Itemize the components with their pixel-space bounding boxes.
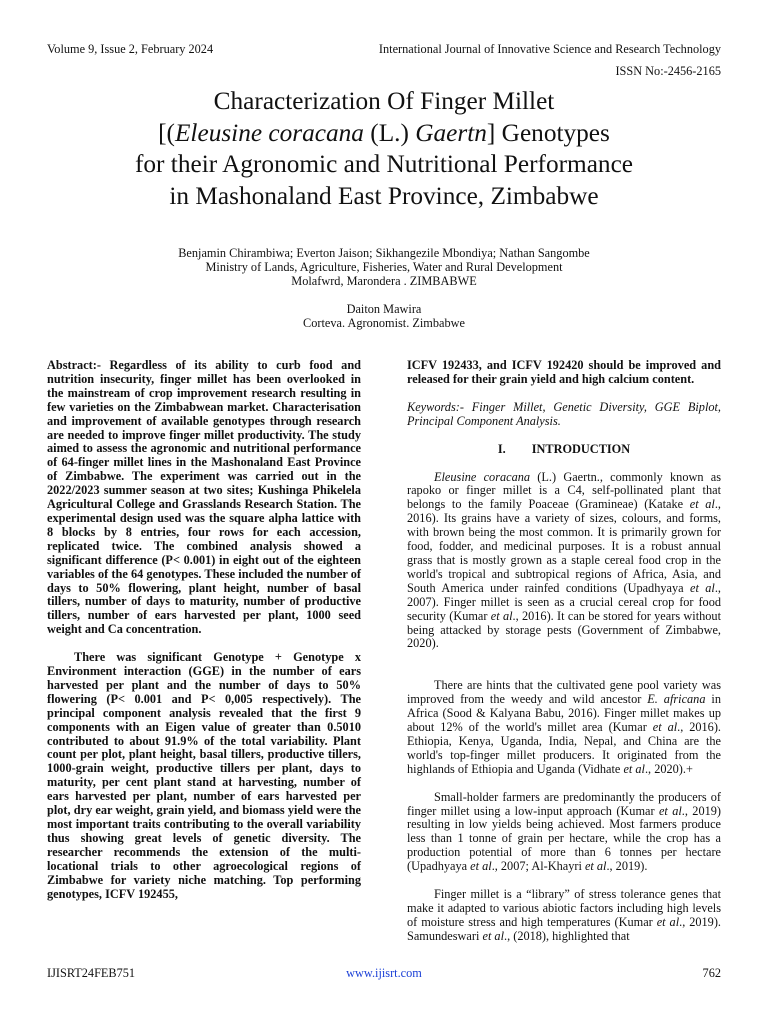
title-line-4: in Mashonaland East Province, Zimbabwe xyxy=(169,181,599,210)
author-names: Benjamin Chirambiwa; Everton Jaison; Sikhangezile Mbondiya; Nathan Sangombe xyxy=(178,246,590,260)
intro-paragraph-4: Finger millet is a “library” of stress tolerance genes that make it adapted to various abiotic factors including high levels of moisture stress and high temperatures (Kumar et al., 2019). Samundeswari et al., (2018), highlighted that xyxy=(407,887,721,943)
title-line-3: for their Agronomic and Nutritional Performance xyxy=(134,150,634,178)
author-location: Molafwrd, Marondera . ZIMBABWE xyxy=(291,273,477,288)
author-affiliation: Ministry of Lands, Agriculture, Fisheries, Water and Rural Development xyxy=(205,259,563,274)
second-author-name: Daiton Mawira xyxy=(346,302,422,316)
author-block xyxy=(40,247,728,289)
journal-issn: ISSN No:-2456-2165 xyxy=(615,64,721,78)
abstract-paragraph-3: ICFV 192433, and ICFV 192420 should be improved and released for their grain yield and high calcium content. xyxy=(407,358,721,386)
title-line-2: [(Eleusine coracana (L.) Gaertn] Genotypes xyxy=(158,118,610,147)
paper-title xyxy=(40,86,728,212)
second-author-block xyxy=(40,303,728,331)
abstract-paragraph-2: There was significant Genotype + Genotype x Environment interaction (GGE) in the number of ears harvested per plant and the number of days to 50% flowering (P< 0.001 and P< 0,005 respectively). The principal component analysis revealed that the first 9 components with an Eigen value of greater than 0.5010 contributed to about 91.9% of the total variability. Plant count per plot, plant height, basal tillers, productive tillers, 1000-grain weight, productive tillers per plant, days to maturity, per cent plant stand at harvesting, number of ears harvested per plant, number of ears harvested per plot, dry ear weight, grain yield, and biomass yield were the most important traits contributing to the overall variability thus showing great levels of genetic diversity. The researcher recommends the extension of the multi-locational trials to other agroecological regions of Zimbabwe for variety niche matching. Top performing genotypes, ICFV 192455, xyxy=(47,650,361,901)
journal-volume: Volume 9, Issue 2, February 2024 xyxy=(47,42,214,56)
footer-website-link[interactable]: www.ijisrt.com xyxy=(346,966,422,980)
intro-paragraph-3: Small-holder farmers are predominantly the producers of finger millet using a low-input approach (Kumar et al., 2019) resulting in low yields being achieved. Most farmers produce less than 1 tonne of grain per hectare, while the crop has a production potential of more than 6 tonnes per hectare (Upadhyaya et al., 2007; Al-Khayri et al., 2019). xyxy=(407,789,721,874)
right-column xyxy=(407,359,721,944)
abstract-paragraph-1: Abstract:- Regardless of its ability to curb food and nutrition insecurity, finger millet has been overlooked in the mainstream of crop improvement research resulting in few varieties on the Zimbabwean market. Characterisation and improvement of available genotypes through research are needed to improve finger millet productivity. The study aimed to assess the agronomic and nutritional performance of 64-finger millet lines in the Mashonaland East Province of Zimbabwe. The experiment was carried out in the 2022/2023 summer season at two sites; Kushinga Phikelela Agricultural College and Grasslands Research Station. The experimental design used was the square alpha lattice with 8 blocks by 8 entries, four rows for each accession, replicated twice. The combined analysis showed a significant difference (P< 0.001) in eight out of the eighteen variables of the 64 genotypes. These included the number of days to 50% flowering, plant height, number of basal tillers, number of days to maturity, number of productive tillers, number of ears harvested per plant, 1000 seed weight and Ca concentration. xyxy=(47,358,361,637)
footer-paper-id: IJISRT24FEB751 xyxy=(47,966,136,980)
second-author-affiliation: Corteva. Agronomist. Zimbabwe xyxy=(303,315,465,330)
keywords: Keywords:- Finger Millet, Genetic Diversity, GGE Biplot, Principal Component Analysis. xyxy=(407,399,721,428)
title-line-1: Characterization Of Finger Millet xyxy=(213,87,555,115)
footer-page-number: 762 xyxy=(702,966,721,980)
section-heading-introduction: I. INTRODUCTION xyxy=(497,441,631,456)
intro-paragraph-1: Eleusine coracana (L.) Gaertn., commonly known as rapoko or finger millet is a C4, self-pollinated plant that belongs to the family Poaceae (Gramineae) (Katake et al., 2016). Its grains have a variety of sizes, colours, and forms, with brown being the most common. It is primarily grown for food, fodder, and medicinal purposes. It is a robust annual grass that is mostly grown as a staple cereal food crop in the world's tropical and subtropical regions of Africa, Asia, and South America under rainfed conditions (Upadhyaya et al., 2007). Finger millet is seen as a crucial cereal crop for food security (Kumar et al., 2016). It can be stored for years without being attacked by storage pests (Government of Zimbabwe, 2020). xyxy=(407,469,722,651)
left-column xyxy=(47,359,361,901)
intro-paragraph-2: There are hints that the cultivated gene pool variety was improved from the weedy and wild ancestor E. africana in Africa (Sood & Kalyana Babu, 2016). Finger millet makes up about 12% of the world's millet area (Kumar et al., 2016). Ethiopia, Kenya, Uganda, India, Nepal, and China are the world's top-finger millet producers. It originated from the highlands of Ethiopia and Uganda (Vidhate et al., 2020).+ xyxy=(407,678,721,776)
journal-name: International Journal of Innovative Science and Research Technology xyxy=(378,42,721,56)
